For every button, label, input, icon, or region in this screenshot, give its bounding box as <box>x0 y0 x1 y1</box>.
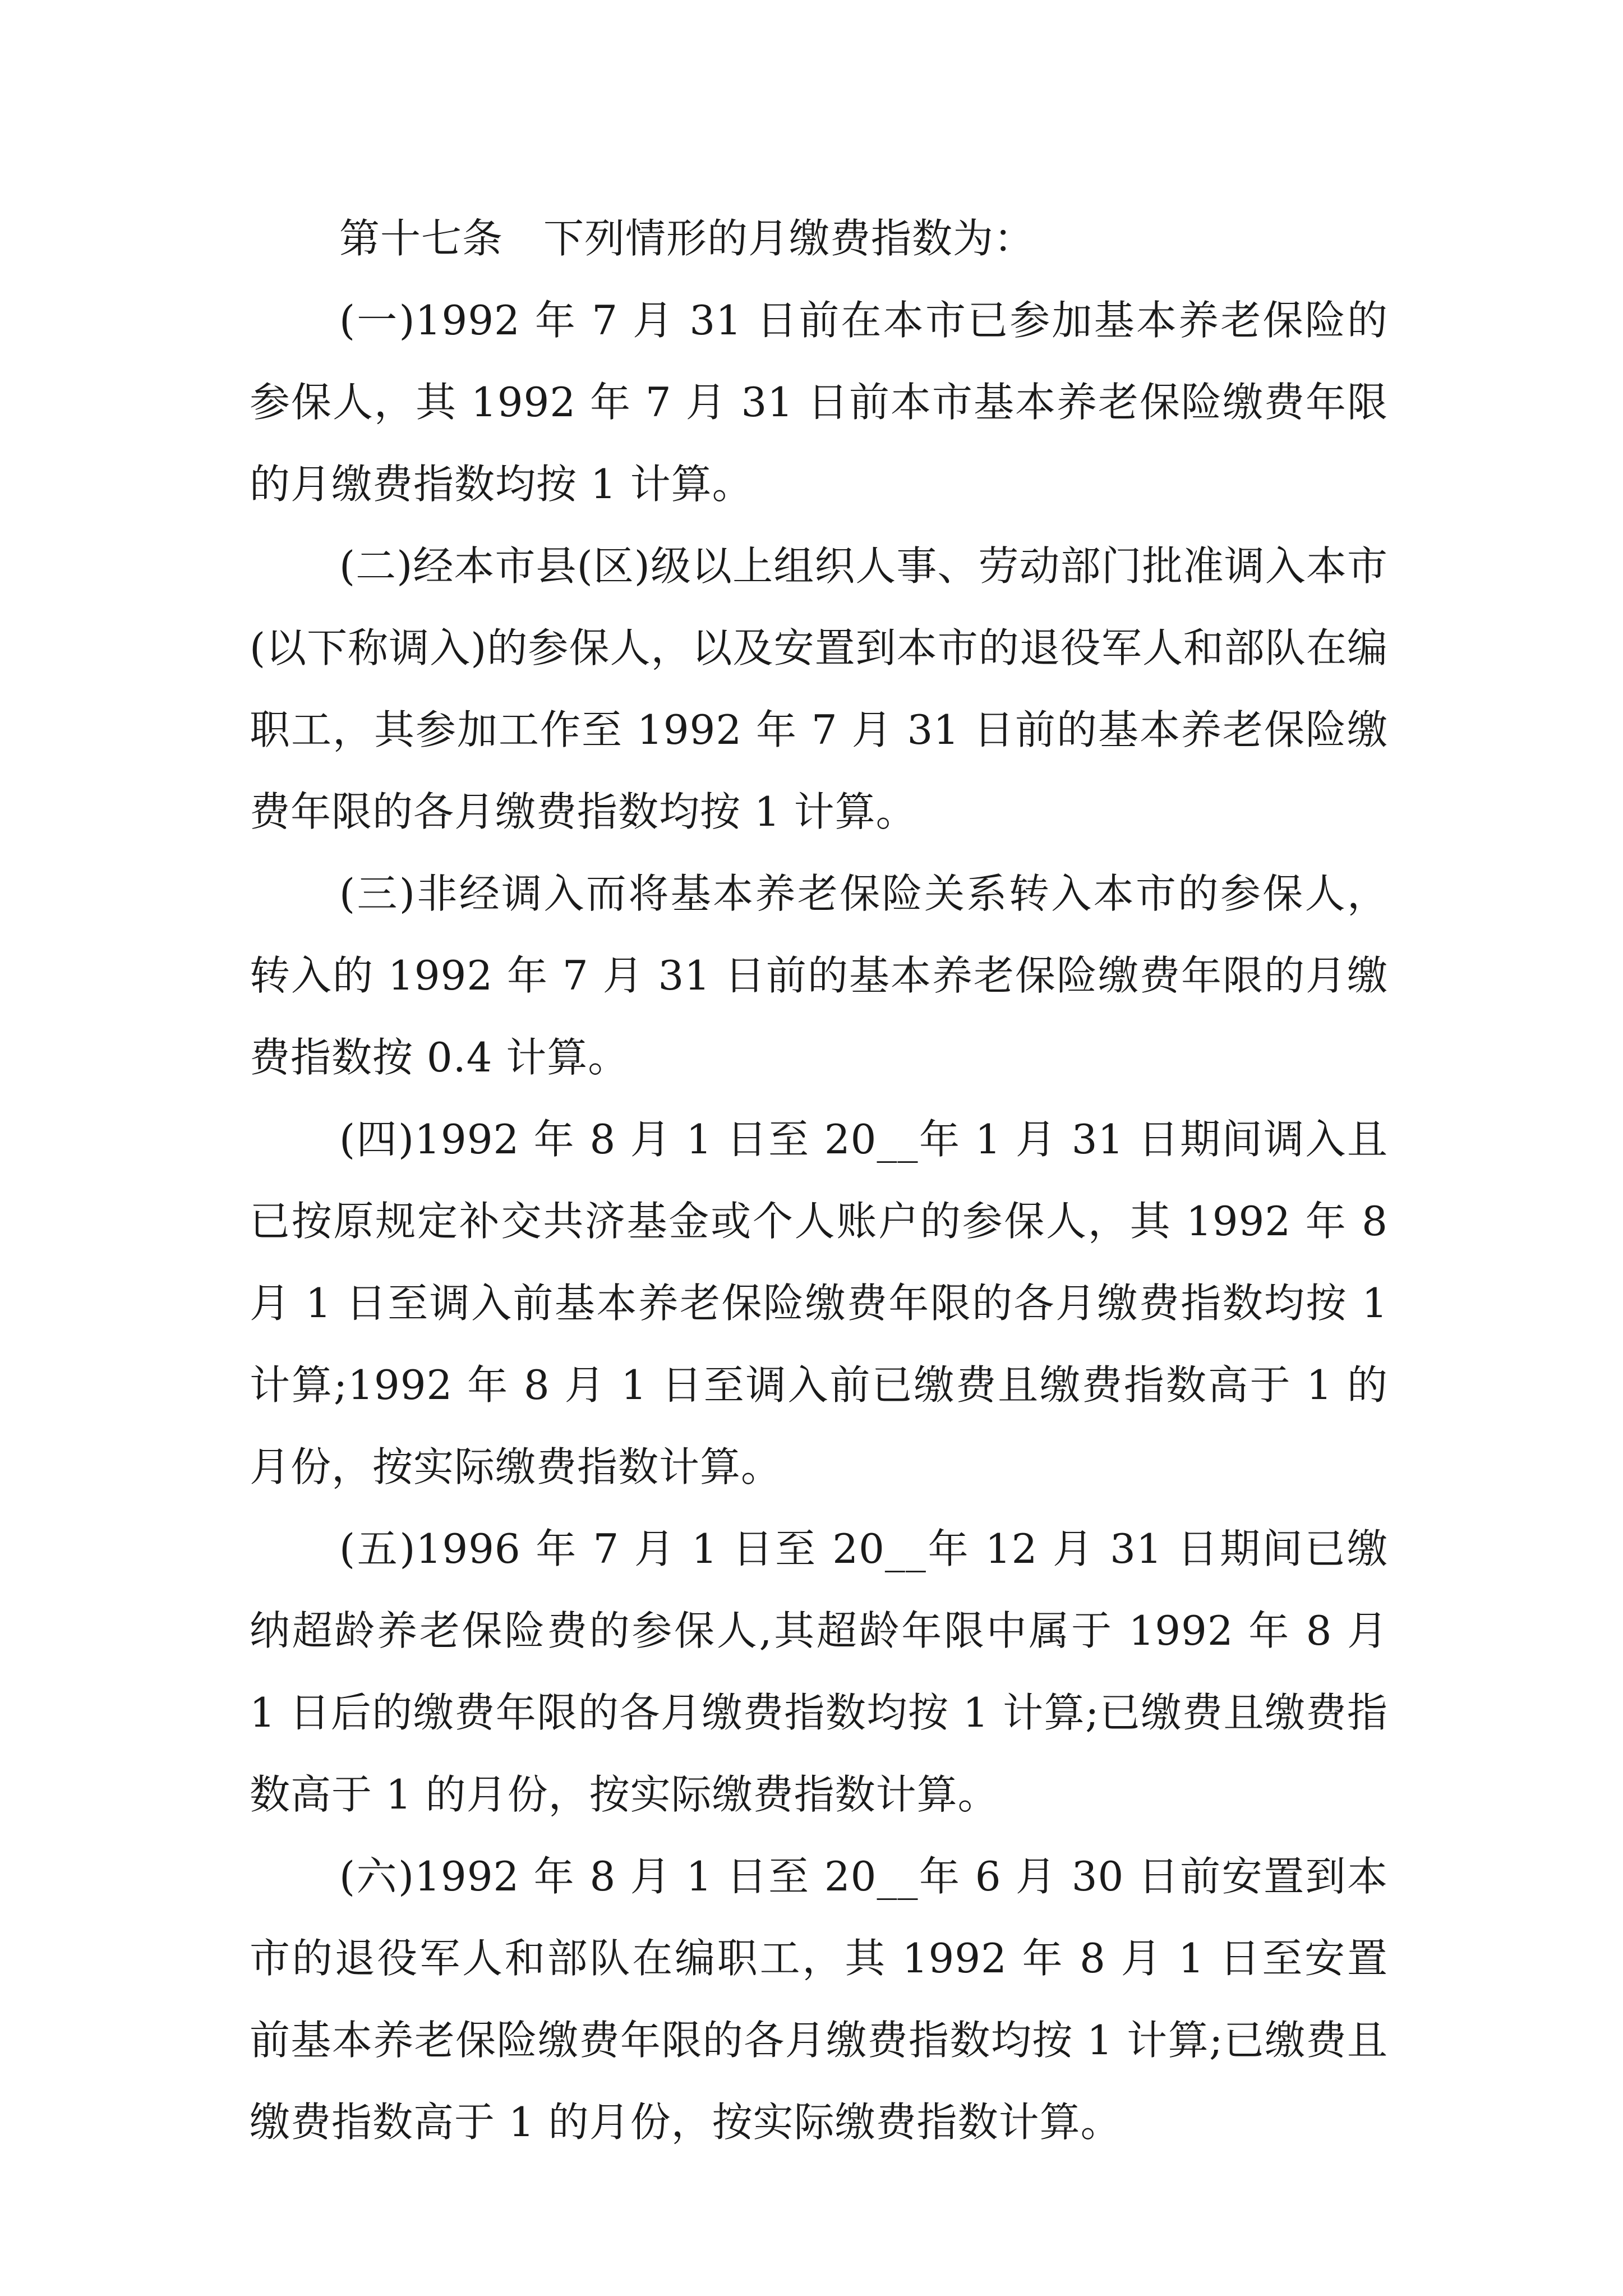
paragraph-4: (四)1992 年 8 月 1 日至 20__年 1 月 31 日期间调入且已按原规定补交共济基金或个人账户的参保人，其 1992 年 8 月 1 日至调入前基本养老保险缴费年限的各月缴费指数均按 1 计算;1992 年 8 月 1 日至调入前已缴费且缴费指数高于 1 的月份，按实际缴费指数计算。 <box>250 1116 1388 1490</box>
paragraph-6: (六)1992 年 8 月 1 日至 20__年 6 月 30 日前安置到本市的退役军人和部队在编职工，其 1992 年 8 月 1 日至安置前基本养老保险缴费年限的各月缴费指数均按 1 计算;已缴费且缴费指数高于 1 的月份，按实际缴费指数计算。 <box>250 1853 1388 2146</box>
paragraph-2: (二)经本市县(区)级以上组织人事、劳动部门批准调入本市(以下称调入)的参保人，以及安置到本市的退役军人和部队在编职工，其参加工作至 1992 年 7 月 31 日前的基本养老保险缴费年限的各月缴费指数均按 1 计算。 <box>250 542 1388 835</box>
article-number: 第十七条 <box>339 215 504 262</box>
document-body <box>250 197 1388 2163</box>
paragraph-3: (三)非经调入而将基本养老保险关系转入本市的参保人，转入的 1992 年 7 月 31 日前的基本养老保险缴费年限的月缴费指数按 0.4 计算。 <box>250 870 1388 1081</box>
article-intro: 下列情形的月缴费指数为： <box>543 215 1035 262</box>
paragraph-5: (五)1996 年 7 月 1 日至 20__年 12 月 31 日期间已缴纳超龄养老保险费的参保人,其超龄年限中属于 1992 年 8 月 1 日后的缴费年限的各月缴费指数均按 1 计算;已缴费且缴费指数高于 1 的月份，按实际缴费指数计算。 <box>250 1525 1388 1818</box>
paragraph-1: (一)1992 年 7 月 31 日前在本市已参加基本养老保险的参保人，其 1992 年 7 月 31 日前本市基本养老保险缴费年限的月缴费指数均按 1 计算。 <box>250 297 1388 508</box>
article-heading <box>250 197 1388 279</box>
